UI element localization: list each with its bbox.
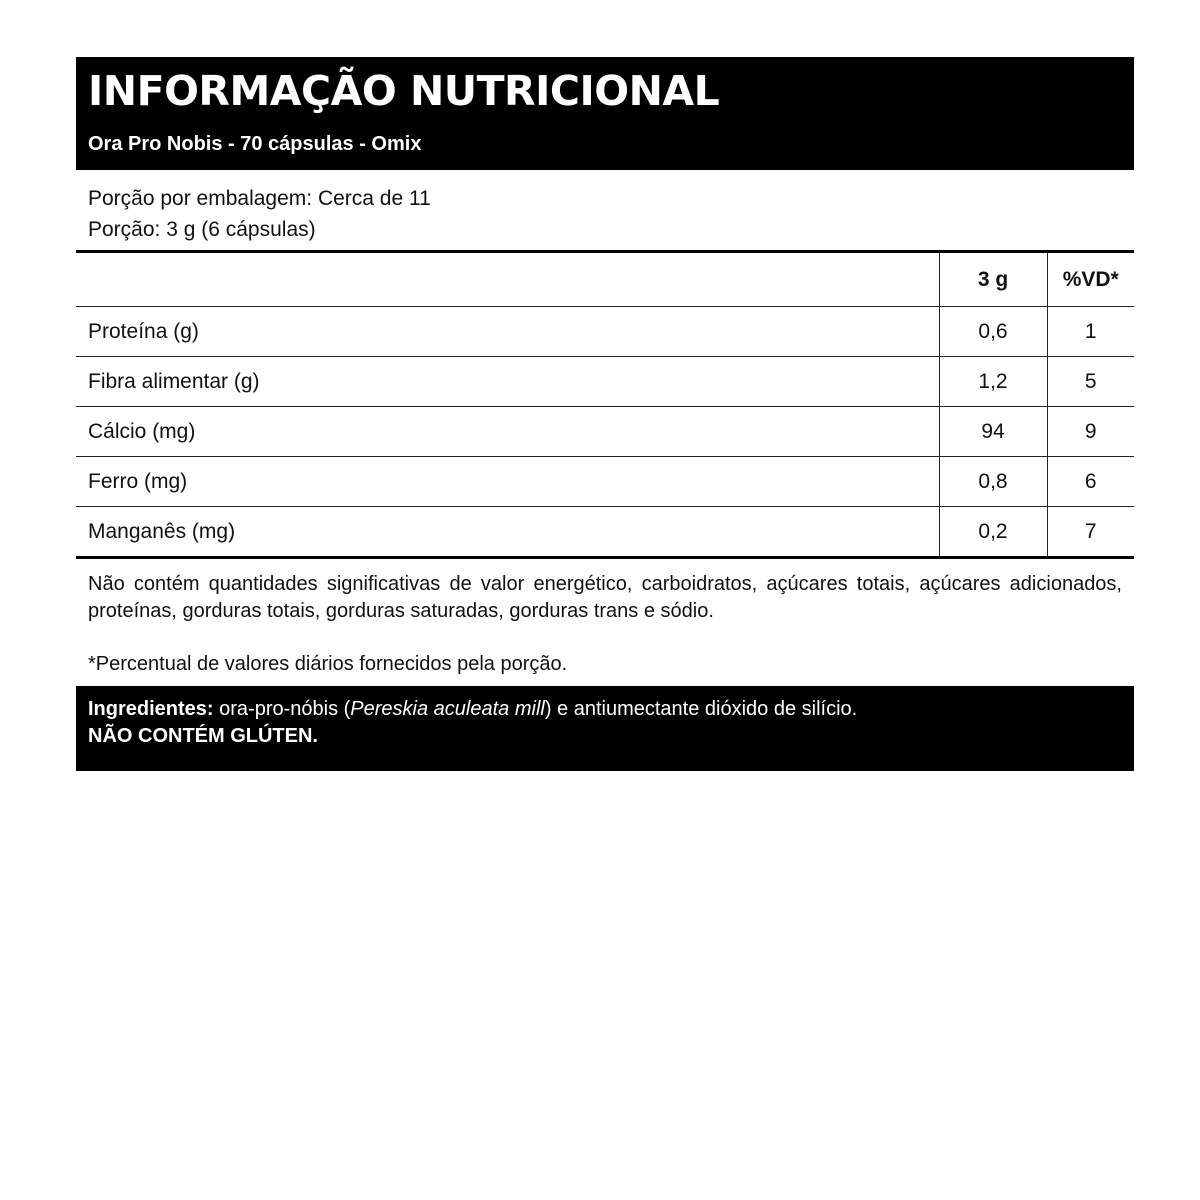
table-header-row (76, 252, 1134, 307)
portion-info (76, 170, 1134, 250)
ingredients-text-after: ) e antiumectante dióxido de silício. (544, 698, 858, 720)
nutrient-daily-value: 6 (1047, 457, 1134, 507)
ingredients-species: Pereskia aculeata mill (350, 698, 545, 720)
product-subtitle: Ora Pro Nobis - 70 cápsulas - Omix (88, 133, 422, 155)
label-notes (76, 559, 1134, 678)
table-row (76, 407, 1134, 457)
portion-per-package: Porção por embalagem: Cerca de 11 (88, 187, 431, 210)
gluten-warning: NÃO CONTÉM GLÚTEN. (88, 725, 318, 747)
nutrition-table (76, 250, 1134, 559)
nutrition-label (76, 57, 1134, 747)
daily-value-footnote: *Percentual de valores diários fornecidos pela porção. (88, 653, 568, 675)
ingredients-box (76, 686, 1134, 771)
nutrient-name: Cálcio (mg) (76, 407, 939, 457)
nutrient-name: Manganês (mg) (76, 507, 939, 558)
nutrient-value: 0,8 (939, 457, 1047, 507)
nutrient-value: 0,6 (939, 307, 1047, 357)
ingredients-line (88, 696, 1122, 723)
table-row (76, 307, 1134, 357)
nutrient-value: 94 (939, 407, 1047, 457)
nutrient-value: 1,2 (939, 357, 1047, 407)
nutrient-value: 0,2 (939, 507, 1047, 558)
header-nutrient (76, 252, 939, 307)
not-significant-note: Não contém quantidades significativas de valor energético, carboidratos, açúcares totais, açúcares adicionados, proteínas, gorduras totais, gorduras saturadas, gorduras trans e sódio. (88, 573, 1122, 622)
nutrient-daily-value: 5 (1047, 357, 1134, 407)
portion-serving: Porção: 3 g (6 cápsulas) (88, 218, 316, 241)
nutrient-name: Proteína (g) (76, 307, 939, 357)
label-header (76, 57, 1134, 170)
nutrient-daily-value: 1 (1047, 307, 1134, 357)
ingredients-label: Ingredientes: (88, 698, 214, 720)
nutrient-daily-value: 7 (1047, 507, 1134, 558)
label-title: INFORMAÇÃO NUTRICIONAL (88, 67, 720, 115)
table-row (76, 357, 1134, 407)
nutrient-name: Ferro (mg) (76, 457, 939, 507)
ingredients-text-before: ora-pro-nóbis ( (213, 698, 351, 720)
header-serving-amount: 3 g (939, 252, 1047, 307)
nutrient-daily-value: 9 (1047, 407, 1134, 457)
nutrient-name: Fibra alimentar (g) (76, 357, 939, 407)
header-daily-value: %VD* (1047, 252, 1134, 307)
table-row (76, 457, 1134, 507)
table-row (76, 507, 1134, 558)
